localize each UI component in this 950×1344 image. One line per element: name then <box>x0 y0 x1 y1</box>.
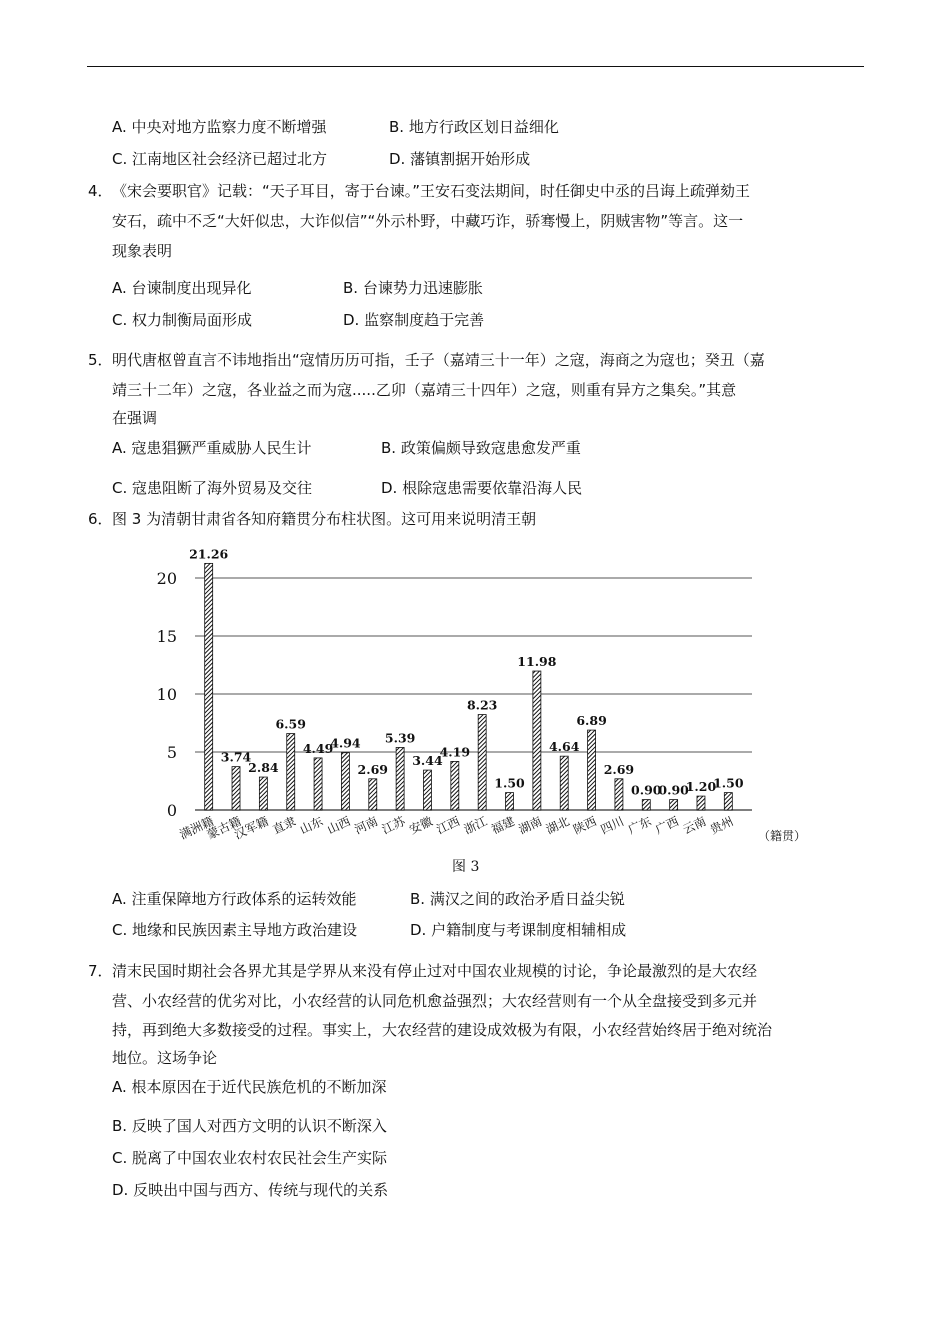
x-category-label: 广东 <box>625 814 654 837</box>
bar-value-label: 2.84 <box>248 760 279 776</box>
header-rule <box>87 66 864 67</box>
bar-value-label: 4.19 <box>439 744 471 760</box>
bar-value-label: 4.64 <box>548 739 580 755</box>
bar <box>451 761 459 810</box>
q7-option-c[interactable]: C. 脱离了中国农业农村农民社会生产实际 <box>112 1149 388 1167</box>
q6-option-d[interactable]: D. 户籍制度与考课制度相辅相成 <box>410 921 627 939</box>
x-category-label: 山西 <box>325 814 353 837</box>
q7-option-b[interactable]: B. 反映了国人对西方文明的认识不断深入 <box>112 1117 387 1135</box>
q7-line-3: 持，再到绝大多数接受的过程。事实上，大农经营的建设成效极为有限，小农经营始终居于绝对统治 <box>112 1021 773 1039</box>
x-category-label: 江西 <box>434 814 463 837</box>
q4-option-b[interactable]: B. 台谏势力迅速膨胀 <box>343 279 483 297</box>
q7-option-a[interactable]: A. 根本原因在于近代民族危机的不断加深 <box>112 1078 387 1096</box>
q4-number: 4． <box>88 182 113 200</box>
y-tick-label: 10 <box>156 685 177 704</box>
q6-option-a[interactable]: A. 注重保障地方行政体系的运转效能 <box>112 890 357 908</box>
bar <box>205 563 213 810</box>
q4-line-1: 《宋会要职官》记载：“天子耳目，寄于台谏。”王安石变法期间，时任御史中丞的吕诲上疏弹劾王 <box>112 182 751 200</box>
x-category-label: 广西 <box>653 814 681 837</box>
q3-option-c[interactable]: C. 江南地区社会经济已超过北方 <box>112 150 328 168</box>
bar-value-label: 3.44 <box>412 753 443 769</box>
q7-line-1: 清末民国时期社会各界尤其是学界从来没有停止过对中国农业规模的讨论，争论最激烈的是大农经 <box>112 962 758 980</box>
q4-option-c[interactable]: C. 权力制衡局面形成 <box>112 311 253 329</box>
bar <box>314 758 322 810</box>
bar <box>533 671 541 810</box>
q5-option-c[interactable]: C. 寇患阻断了海外贸易及交往 <box>112 479 313 497</box>
bar-value-label: 8.23 <box>466 697 498 713</box>
bar-value-label: 4.94 <box>330 735 361 751</box>
q4-option-d[interactable]: D. 监察制度趋于完善 <box>343 311 485 329</box>
x-category-label: 满洲籍 <box>177 814 216 842</box>
figure-caption: 图 3 <box>452 859 480 875</box>
q3-option-d[interactable]: D. 藩镇割据开始形成 <box>389 150 531 168</box>
bar <box>724 793 732 810</box>
bar <box>642 800 650 810</box>
x-category-label: 浙江 <box>461 814 490 837</box>
x-axis-label: （籍贯） <box>758 829 807 843</box>
bar <box>287 734 295 810</box>
x-category-label: 蒙古籍 <box>204 814 244 842</box>
x-category-label: 直隶 <box>270 814 298 837</box>
x-category-label: 山东 <box>297 814 326 837</box>
bar-value-label: 6.59 <box>275 716 306 732</box>
y-tick-label: 0 <box>166 801 177 820</box>
q4-line-3: 现象表明 <box>112 242 173 260</box>
x-category-label: 江苏 <box>379 814 408 837</box>
q5-option-d[interactable]: D. 根除寇患需要依靠沿海人民 <box>381 479 583 497</box>
x-category-label: 汉军籍 <box>232 814 271 842</box>
x-category-label: 陕西 <box>571 814 599 837</box>
x-category-label: 安徽 <box>407 814 435 837</box>
q4-line-2: 安石，疏中不乏“大奸似忠，大诈似信”“外示朴野，中藏巧诈，骄骞慢上，阴贼害物”等言。这一 <box>112 212 744 230</box>
bar <box>588 730 596 810</box>
bar-value-label: 3.74 <box>220 749 252 765</box>
bar-value-label: 21.26 <box>189 546 229 562</box>
x-category-label: 湖北 <box>543 814 572 837</box>
bar <box>369 779 377 810</box>
q5-line-3: 在强调 <box>112 409 158 427</box>
q7-option-d[interactable]: D. 反映出中国与西方、传统与现代的关系 <box>112 1181 389 1199</box>
bar <box>232 767 240 810</box>
bar-value-label: 6.89 <box>576 713 607 729</box>
bar <box>396 747 404 810</box>
bar-value-label: 0.90 <box>631 782 662 798</box>
bar <box>478 715 486 810</box>
bar-value-label: 2.69 <box>603 761 635 777</box>
q6-number: 6． <box>88 510 113 528</box>
bar <box>341 753 349 810</box>
x-category-label: 湖南 <box>516 814 545 837</box>
q5-line-2: 靖三十二年）之寇，各业益之而为寇.....乙卯（嘉靖三十四年）之寇，则重有异方之集矣。”其意 <box>112 381 737 399</box>
y-tick-label: 20 <box>156 569 177 588</box>
bar <box>423 770 431 810</box>
q7-number: 7． <box>88 962 113 980</box>
bar-value-label: 1.50 <box>494 775 525 791</box>
x-category-label: 福建 <box>489 814 517 837</box>
q5-line-1: 明代唐枢曾直言不讳地指出“寇情历历可指，壬子（嘉靖三十一年）之寇，海商之为寇也；癸丑（嘉 <box>112 351 765 369</box>
x-category-label: 河南 <box>352 814 381 837</box>
q4-option-a[interactable]: A. 台谏制度出现异化 <box>112 279 252 297</box>
bar-value-label: 2.69 <box>357 761 389 777</box>
bar-chart <box>150 538 810 858</box>
bar <box>506 793 514 810</box>
bar-value-label: 1.50 <box>713 775 744 791</box>
bar-value-label: 11.98 <box>517 654 557 670</box>
q6-option-c[interactable]: C. 地缘和民族因素主导地方政治建设 <box>112 921 358 939</box>
bar-value-label: 4.49 <box>302 740 334 756</box>
q5-option-a[interactable]: A. 寇患猖獗严重威胁人民生计 <box>112 439 312 457</box>
q3-option-b[interactable]: B. 地方行政区划日益细化 <box>389 118 559 136</box>
q3-option-a[interactable]: A. 中央对地方监察力度不断增强 <box>112 118 327 136</box>
y-tick-label: 5 <box>166 743 177 762</box>
q6-text: 图 3 为清朝甘肃省各知府籍贯分布柱状图。这可用来说明清王朝 <box>112 510 537 528</box>
x-category-label: 云南 <box>680 814 709 837</box>
bar-value-label: 1.20 <box>685 779 717 795</box>
q5-option-b[interactable]: B. 政策偏颇导致寇患愈发严重 <box>381 439 581 457</box>
bar <box>670 800 678 810</box>
y-tick-label: 15 <box>156 627 177 646</box>
q7-line-2: 营、小农经营的优劣对比，小农经营的认同危机愈益强烈；大农经营则有一个从全盘接受到多元并 <box>112 992 758 1010</box>
x-category-label: 贵州 <box>707 814 736 837</box>
q7-line-4: 地位。这场争论 <box>112 1049 218 1067</box>
bar-value-label: 5.39 <box>384 730 416 746</box>
bar <box>615 779 623 810</box>
q6-option-b[interactable]: B. 满汉之间的政治矛盾日益尖锐 <box>410 890 625 908</box>
bar <box>697 796 705 810</box>
bar <box>560 756 568 810</box>
bar <box>259 777 267 810</box>
q5-number: 5． <box>88 351 113 369</box>
x-category-label: 四川 <box>598 814 627 837</box>
bar-value-label: 0.90 <box>658 782 689 798</box>
